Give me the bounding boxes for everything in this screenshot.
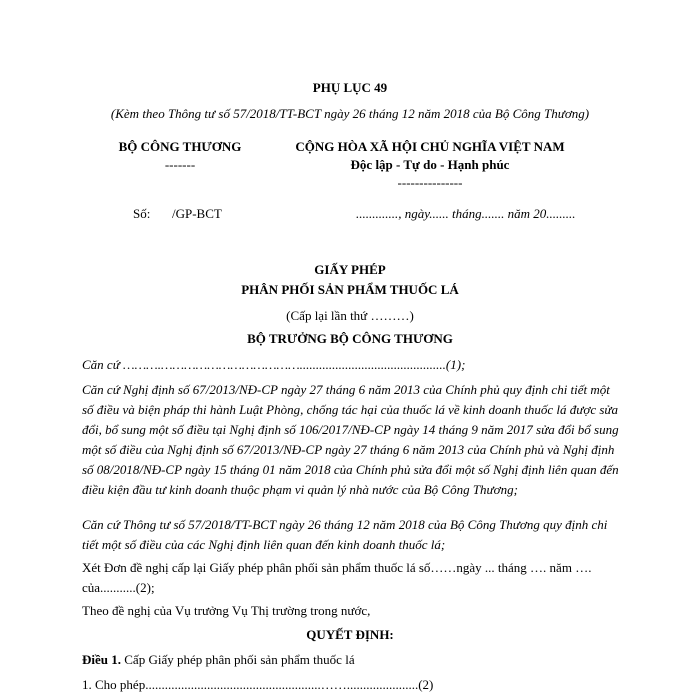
legal-basis-3: Căn cứ Thông tư số 57/2018/TT-BCT ngày 26 tháng 12 năm 2018 của Bộ Công Thương quy định chi tiết một số điều của các Nghị định liên quan đến kinh doanh thuốc lá; xyxy=(82,517,608,552)
number-value: /GP-BCT xyxy=(172,206,222,221)
number-label: Số: xyxy=(133,206,151,221)
legal-basis-2: Căn cứ Nghị định số 67/2013/NĐ-CP ngày 27 tháng 6 năm 2013 của Chính phủ quy định chi tiết một số điều và biện pháp thi hành Luật Phòng, chống tác hại của thuốc lá về kinh doanh thuốc lá được sửa đổi, bổ sung một số điều tại Nghị định số 106/2017/NĐ-CP ngày 14 tháng 9 năm 2017 sửa đổi bổ sung một số điều của Nghị định số 67/2013/NĐ-CP ngày 27 tháng 6 năm 2013 của Chính phủ và Nghị định số 08/2018/NĐ-CP ngày 15 tháng 01 năm 2018 của Chính phủ sửa đổi một số Nghị định liên quan đến điều kiện đầu tư kinh doanh thuộc phạm vi quản lý nhà nước của Bộ Công Thương; xyxy=(82,382,619,497)
document-subtitle: PHÂN PHỐI SẢN PHẨM THUỐC LÁ xyxy=(241,282,459,297)
motto-rule: --------------- xyxy=(397,175,463,190)
ministry-name: BỘ CÔNG THƯƠNG xyxy=(118,139,242,154)
country-name: CỘNG HÒA XÃ HỘI CHỦ NGHĨA VIỆT NAM xyxy=(295,139,565,154)
reissue-note: (Cấp lại lần thứ ………) xyxy=(286,308,414,323)
legal-basis-1: Căn cứ ……….……………………………….............................................(1); xyxy=(82,357,466,372)
document-title: GIẤY PHÉP xyxy=(314,262,386,277)
ministry-rule: ------- xyxy=(164,157,196,172)
decision-title: QUYẾT ĐỊNH: xyxy=(306,627,394,642)
national-motto: Độc lập - Tự do - Hạnh phúc xyxy=(350,157,510,172)
article-1-label: Điều 1. xyxy=(82,652,121,667)
appendix-title: PHỤ LỤC 49 xyxy=(312,80,388,95)
authority-title: BỘ TRƯỞNG BỘ CÔNG THƯƠNG xyxy=(247,331,453,346)
consideration-paragraph: Xét Đơn đề nghị cấp lại Giấy phép phân phối sản phẩm thuốc lá số……ngày ... tháng …. năm …. của...........(2); xyxy=(82,560,592,595)
article-1-text: Cấp Giấy phép phân phối sản phẩm thuốc lá xyxy=(121,652,355,667)
item-1: 1. Cho phép......................................................……......................(2) xyxy=(82,677,434,692)
proposal-paragraph: Theo đề nghị của Vụ trưởng Vụ Thị trường trong nước, xyxy=(82,603,371,618)
date-line: ............., ngày...... tháng....... năm 20......... xyxy=(356,206,576,221)
article-1 xyxy=(82,652,355,668)
appendix-subtitle: (Kèm theo Thông tư số 57/2018/TT-BCT ngày 26 tháng 12 năm 2018 của Bộ Công Thương) xyxy=(110,106,590,121)
